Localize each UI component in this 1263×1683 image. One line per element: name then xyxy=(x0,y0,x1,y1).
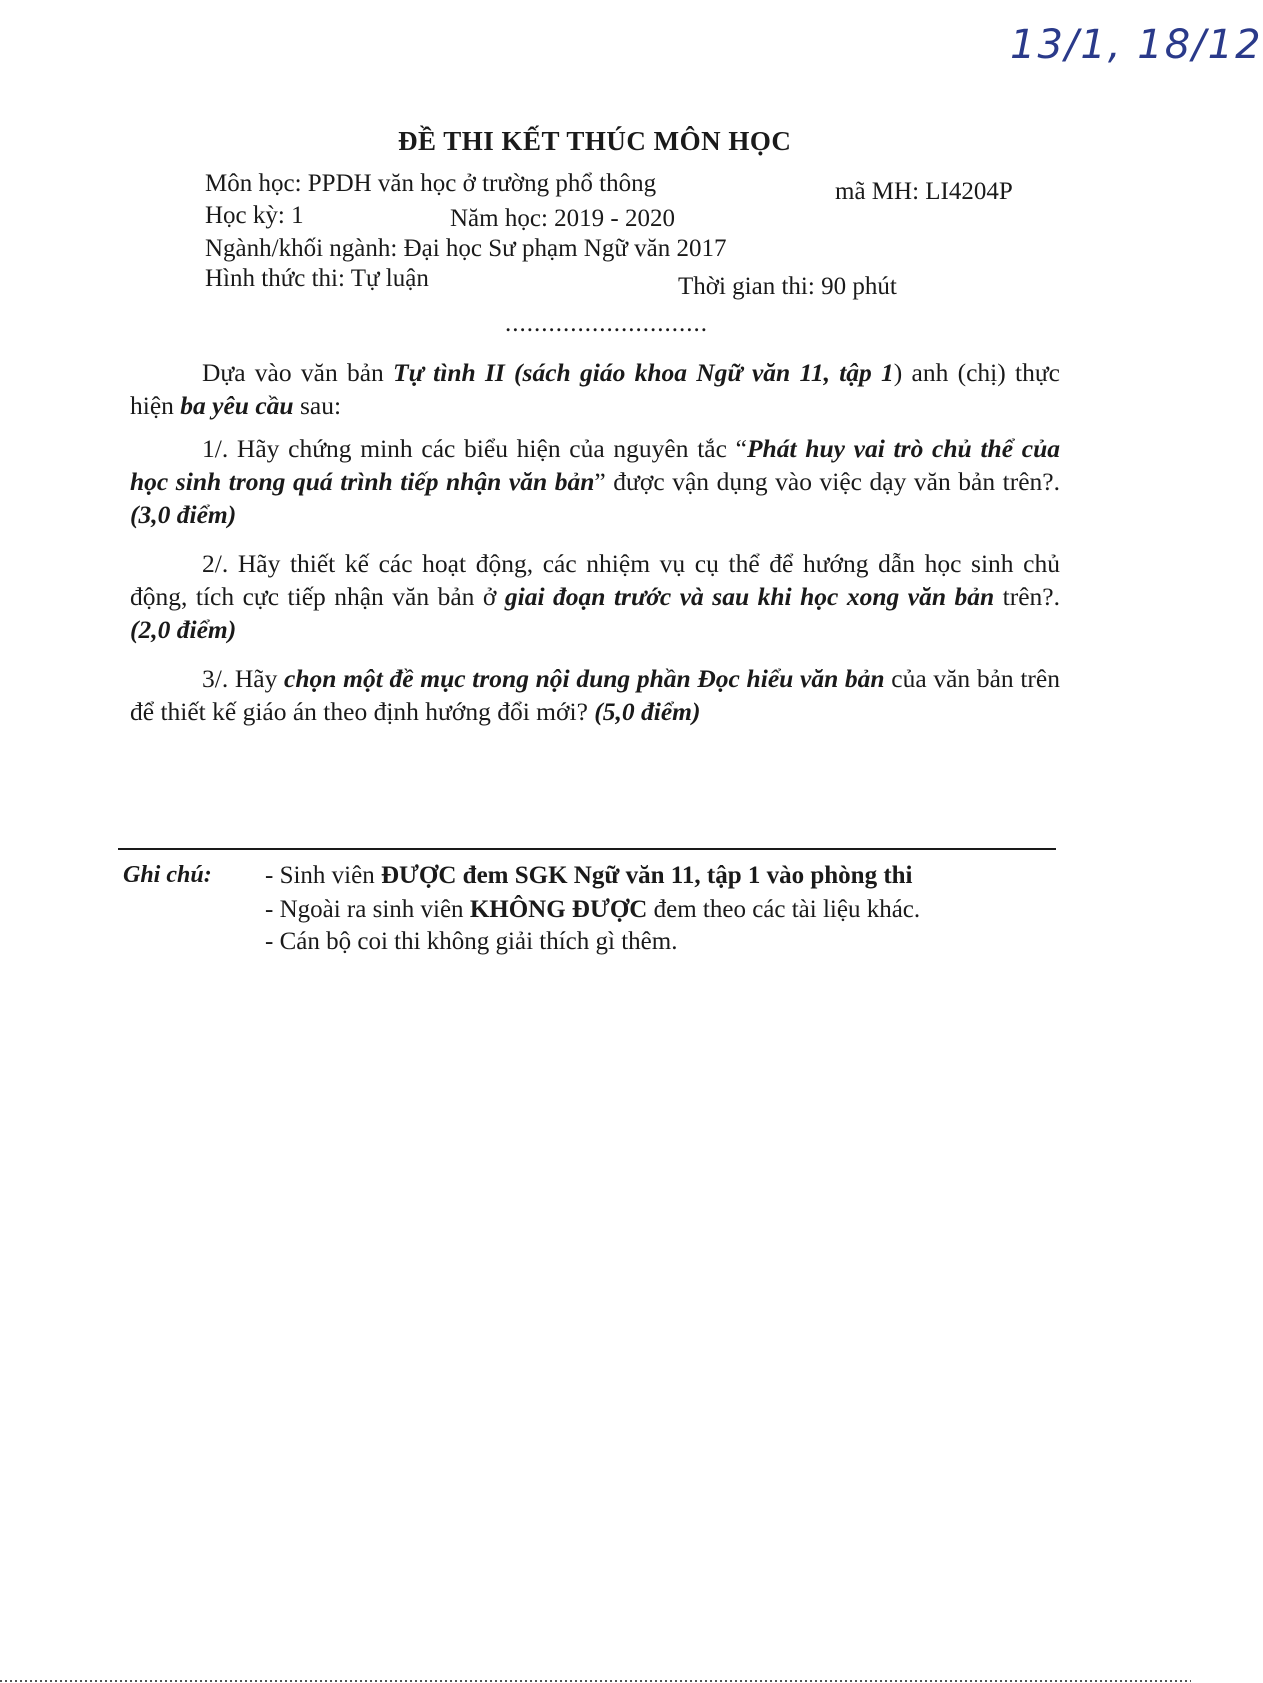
note-2-text-a: - Ngoài ra sinh viên xyxy=(265,896,470,923)
note-2-text-b: KHÔNG ĐƯỢC xyxy=(469,896,648,923)
note-1-text-a: - Sinh viên xyxy=(265,862,381,889)
major-line: Ngành/khối ngành: Đại học Sư phạm Ngữ văn 2017 xyxy=(205,235,727,262)
notes-label: Ghi chú: xyxy=(123,862,212,888)
q2-text-a: 2/. Hãy thiết kế các hoạt động, các nhiệm vụ cụ thể để hướng dẫn học sinh chủ động, tích cực tiếp nhận văn bản ở xyxy=(130,549,1060,611)
q3-points: (5,0 điểm) xyxy=(594,697,701,726)
separator-dots: ............................ xyxy=(505,310,708,337)
note-3: - Cán bộ coi thi không giải thích gì thêm. xyxy=(265,928,678,955)
q2-text-phase: giai đoạn trước và sau khi học xong văn bản xyxy=(504,582,995,611)
question-2 xyxy=(130,547,1060,646)
course-code: mã MH: LI4204P xyxy=(835,178,1013,205)
q1-text-c: ” được vận dụng vào việc dạy văn bản trên?. xyxy=(594,467,1061,496)
q3-text-c: của văn bản trên để thiết kế giáo án theo định hướng đổi mới? xyxy=(130,664,1060,726)
q2-points: (2,0 điểm) xyxy=(130,615,237,644)
intro-text-title: Tự tình II (sách giáo khoa Ngữ văn 11, tập 1 xyxy=(393,358,894,387)
handwritten-date-note: 13/1, 18/12 xyxy=(1010,22,1263,68)
q2-text-c: trên?. xyxy=(994,582,1060,611)
intro-text-emph: ba yêu cầu xyxy=(180,391,294,420)
q1-points: (3,0 điểm) xyxy=(130,500,237,529)
note-1-text-b: ĐƯỢC đem SGK Ngữ văn 11, tập 1 vào phòng thi xyxy=(380,862,913,889)
note-2 xyxy=(265,896,920,924)
intro-text-c: ) anh (chị) thực hiện xyxy=(130,358,1060,420)
q1-text-principle: Phát huy vai trò chủ thể của học sinh trong quá trình tiếp nhận văn bản xyxy=(130,434,1060,496)
scan-edge-dots xyxy=(0,1680,1191,1682)
q1-text-a: 1/. Hãy chứng minh các biểu hiện của nguyên tắc “ xyxy=(202,434,747,463)
subject-line: Môn học: PPDH văn học ở trường phổ thông xyxy=(205,170,657,197)
q3-text-a: 3/. Hãy xyxy=(202,664,285,693)
note-1 xyxy=(265,862,913,890)
intro-paragraph xyxy=(130,356,1060,422)
notes-divider xyxy=(118,848,1056,850)
question-3 xyxy=(130,662,1060,728)
exam-format: Hình thức thi: Tự luận xyxy=(205,265,429,292)
exam-duration: Thời gian thi: 90 phút xyxy=(678,273,897,300)
intro-text-e: sau: xyxy=(293,391,342,420)
q3-text-task: chọn một đề mục trong nội dung phần Đọc hiểu văn bản xyxy=(284,664,885,693)
exam-title: ĐỀ THI KẾT THÚC MÔN HỌC xyxy=(398,126,792,156)
semester-line: Học kỳ: 1 xyxy=(205,202,304,229)
school-year: Năm học: 2019 - 2020 xyxy=(450,205,675,232)
intro-text-a: Dựa vào văn bản xyxy=(202,358,394,387)
question-1 xyxy=(130,432,1060,531)
note-2-text-c: đem theo các tài liệu khác. xyxy=(647,896,921,923)
